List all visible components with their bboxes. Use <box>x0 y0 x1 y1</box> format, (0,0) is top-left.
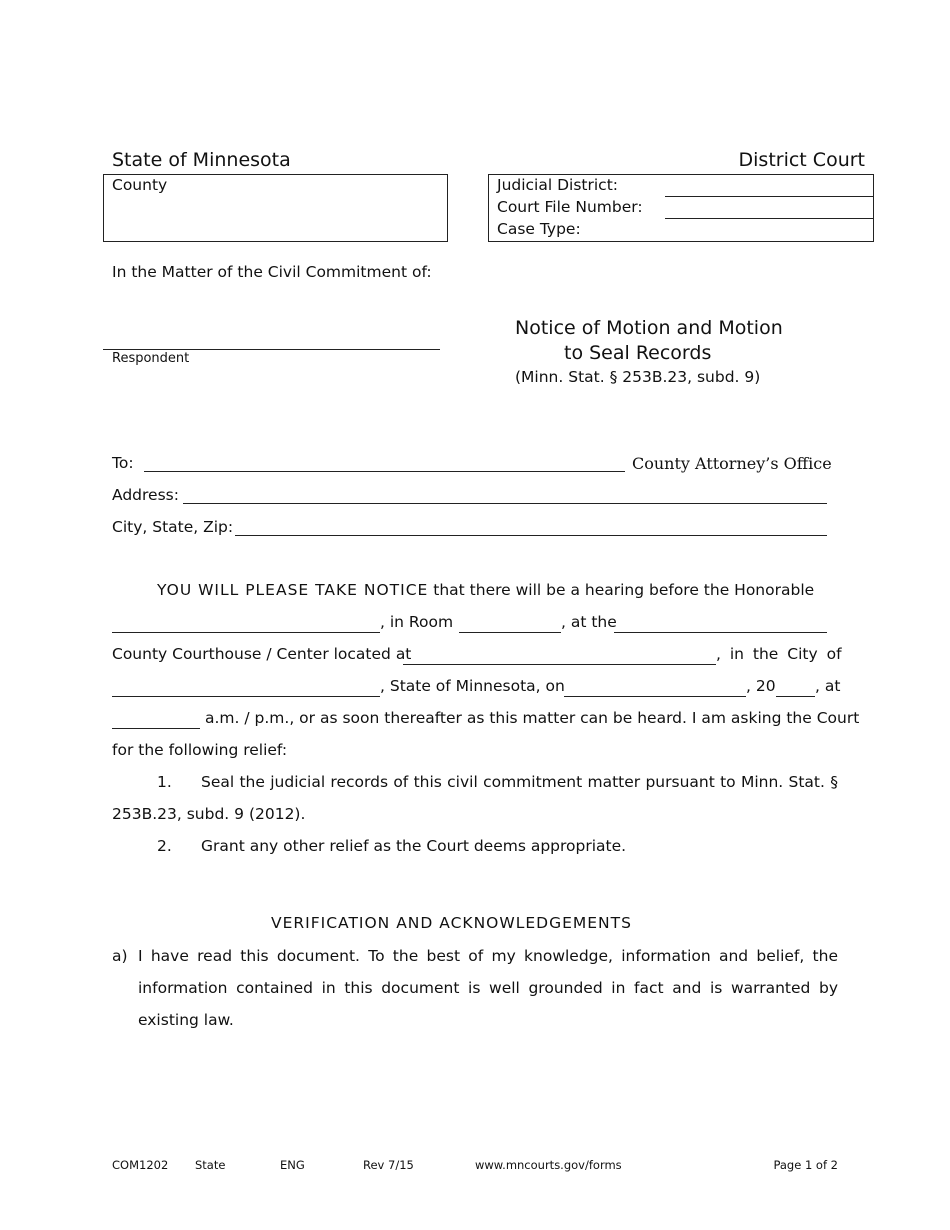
to-field[interactable] <box>144 471 625 472</box>
courthouse-address-field[interactable] <box>403 664 716 665</box>
case-type-label: Case Type: <box>497 220 581 238</box>
address-field[interactable] <box>183 503 827 504</box>
to-label: To: <box>112 454 134 472</box>
statute-reference: (Minn. Stat. § 253B.23, subd. 9) <box>515 368 761 386</box>
relief-item-1-text: Seal the judicial records of this civil commitment matter pursuant to Minn. Stat. § <box>201 773 838 791</box>
document-title-line2: to Seal Records <box>564 342 712 364</box>
courthouse-text: County Courthouse / Center located at <box>112 645 412 663</box>
city-state-zip-field[interactable] <box>235 535 827 536</box>
hearing-date-field[interactable] <box>564 696 746 697</box>
form-language: ENG <box>280 1158 305 1172</box>
state-heading: State of Minnesota <box>112 149 291 171</box>
address-label: Address: <box>112 486 179 504</box>
court-file-number-field[interactable] <box>665 218 873 219</box>
respondent-name-field[interactable] <box>103 349 440 350</box>
form-code: COM1202 <box>112 1158 169 1172</box>
in-the-matter-text: In the Matter of the Civil Commitment of: <box>112 263 432 281</box>
hearing-time-field[interactable] <box>112 728 200 729</box>
case-info-box <box>488 174 874 242</box>
at-text: , at <box>815 677 841 695</box>
county-box[interactable] <box>103 174 448 242</box>
verification-heading: VERIFICATION AND ACKNOWLEDGEMENTS <box>271 914 632 932</box>
county-field[interactable] <box>614 632 827 633</box>
relief-item-1-text-cont: 253B.23, subd. 9 (2012). <box>112 805 306 823</box>
notice-line-1 <box>157 581 814 599</box>
room-field[interactable] <box>459 632 561 633</box>
at-the-text: , at the <box>561 613 617 631</box>
year-field[interactable] <box>776 696 815 697</box>
state-of-mn-on-text: , State of Minnesota, on <box>380 677 565 695</box>
judge-name-field[interactable] <box>112 632 380 633</box>
notice-line1-rest: that there will be a hearing before the Honorable <box>433 581 815 599</box>
city-field[interactable] <box>112 696 380 697</box>
year-prefix-text: , 20 <box>746 677 776 695</box>
court-heading: District Court <box>738 149 865 171</box>
in-city-of-text: , in the City of <box>716 645 842 663</box>
respondent-label: Respondent <box>112 351 190 366</box>
form-scope: State <box>195 1158 226 1172</box>
page-number: Page 1 of 2 <box>773 1158 838 1172</box>
verification-item-text: I have read this document. To the best of my knowledge, information and belief, the information contained in this document is well grounded in fact and is warranted by existing law. <box>138 947 838 1029</box>
form-revision: Rev 7/15 <box>363 1158 414 1172</box>
relief-item-2-text: Grant any other relief as the Court deems appropriate. <box>201 837 627 855</box>
judicial-district-field[interactable] <box>665 196 873 197</box>
relief-item-1-number: 1. <box>157 773 172 791</box>
county-label: County <box>112 176 168 194</box>
document-title-line1: Notice of Motion and Motion <box>515 317 783 339</box>
relief-item-2-number: 2. <box>157 837 172 855</box>
in-room-text: , in Room <box>380 613 454 631</box>
ampm-text: a.m. / p.m., or as soon thereafter as this matter can be heard. I am asking the Court <box>205 709 860 727</box>
relief-intro: for the following relief: <box>112 741 288 759</box>
forms-url-link[interactable]: www.mncourts.gov/forms <box>475 1158 622 1172</box>
verification-item-label: a) <box>112 947 128 965</box>
city-state-zip-label: City, State, Zip: <box>112 518 234 536</box>
judicial-district-label: Judicial District: <box>497 176 618 194</box>
notice-lead: YOU WILL PLEASE TAKE NOTICE <box>157 581 429 599</box>
court-file-number-label: Court File Number: <box>497 198 643 216</box>
county-attorney-office-text: County Attorney’s Office <box>632 454 832 473</box>
